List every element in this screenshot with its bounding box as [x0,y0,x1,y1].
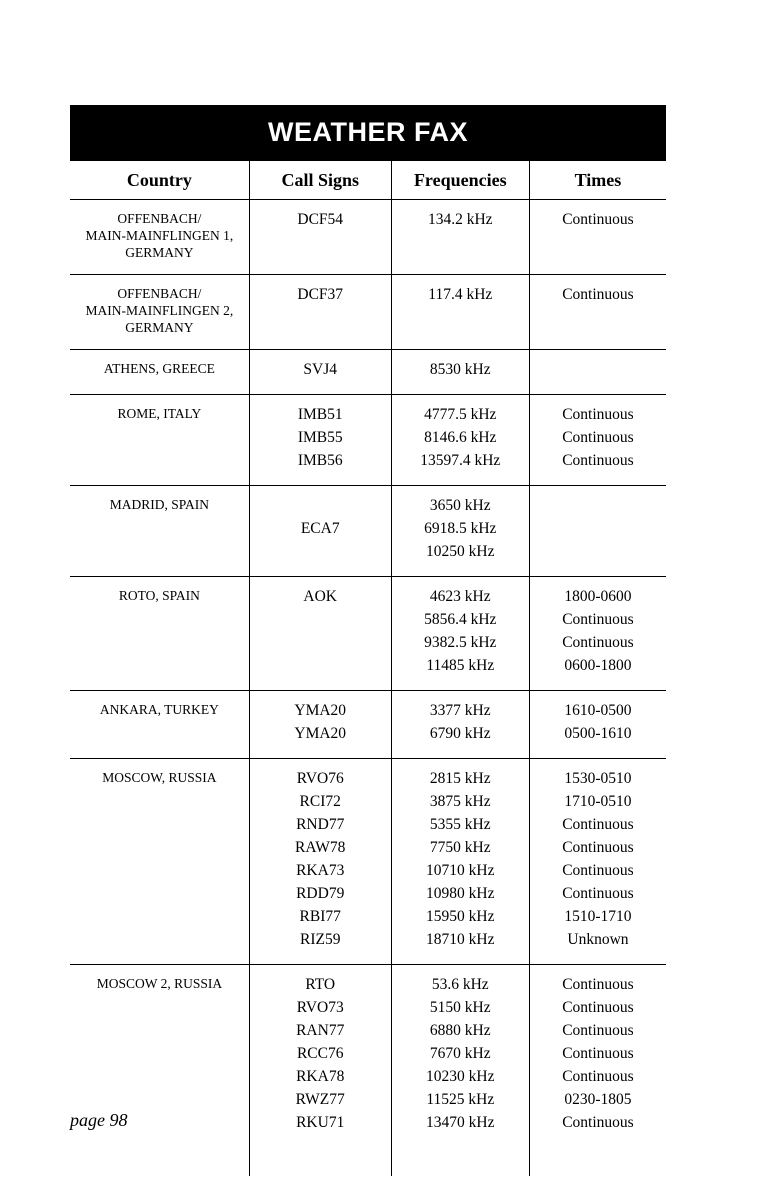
frequency: 53.6 kHz [431,976,489,993]
call-sign: YMA20 [294,702,347,719]
country-line: ROTO, SPAIN [118,588,200,603]
column-header-times: Times [529,161,666,199]
call-sign: ECA7 [300,520,340,537]
times-cell [529,486,666,576]
time: Continuous [562,885,634,902]
call-sign: YMA20 [294,725,347,742]
country-cell [70,350,249,394]
time: Continuous [562,1045,634,1062]
frequencies-cell [391,759,529,964]
frequency: 3650 kHz [429,497,491,514]
call-sign: RBI77 [299,908,341,925]
call-sign [253,608,388,631]
country-cell [70,577,249,690]
times-cell [529,350,666,394]
time: Continuous [562,976,634,993]
table-row [70,350,666,395]
call-sign: RKA78 [296,1068,345,1085]
call-sign: RTO [305,976,336,993]
table-row [70,486,666,577]
time: Continuous [562,999,634,1016]
table-row [70,395,666,486]
frequency: 5150 kHz [429,999,491,1016]
call-sign [253,494,388,517]
frequencies-cell [391,395,529,485]
call-sign: RDD79 [296,885,345,902]
frequency: 15950 kHz [426,908,495,925]
call-sign: SVJ4 [303,361,338,378]
country-line: MAIN-MAINFLINGEN 1, [85,228,234,243]
frequency: 6880 kHz [429,1022,491,1039]
call-sign: IMB51 [297,406,343,423]
time [533,517,663,540]
column-header-country: Country [126,170,192,190]
frequencies-cell [391,691,529,758]
frequencies-cell [391,965,529,1176]
call-signs-cell [249,350,391,394]
call-sign: RAW78 [295,839,346,856]
call-sign: RKU71 [296,1114,345,1131]
time: Continuous [562,816,634,833]
call-sign: RAN77 [296,1022,345,1039]
time: Continuous [562,634,634,651]
frequency: 10250 kHz [426,543,495,560]
frequencies-cell [391,577,529,690]
call-sign: DCF37 [297,286,344,303]
table-row [70,200,666,275]
time: 0230-1805 [564,1091,632,1108]
country-cell [70,965,249,1176]
country-line: OFFENBACH/ [117,211,202,226]
frequency: 6918.5 kHz [424,520,497,537]
table-row [70,275,666,350]
time: 0500-1610 [564,725,632,742]
frequency: 4623 kHz [429,588,491,605]
frequencies-cell [391,350,529,394]
frequency: 117.4 kHz [428,286,493,303]
frequency: 10230 kHz [426,1068,495,1085]
call-signs-cell [249,486,391,576]
table-row [70,691,666,759]
call-sign: RCI72 [299,793,341,810]
country-cell [70,200,249,274]
frequencies-cell [391,275,529,349]
country-cell [70,486,249,576]
frequency: 134.2 kHz [427,211,493,228]
call-signs-cell [249,691,391,758]
frequency: 11525 kHz [426,1091,495,1108]
country-line: MADRID, SPAIN [109,497,210,512]
call-sign [253,654,388,677]
times-cell [529,965,666,1176]
frequency: 13597.4 kHz [420,452,501,469]
time: 1610-0500 [564,702,632,719]
time: 0600-1800 [564,657,632,674]
country-line: ANKARA, TURKEY [99,702,219,717]
country-line: ROME, ITALY [117,406,202,421]
country-line: GERMANY [125,245,194,260]
call-signs-cell [249,275,391,349]
time: 1530-0510 [564,770,632,787]
frequency: 9382.5 kHz [424,634,497,651]
time: 1510-1710 [564,908,632,925]
fax-table-body [70,200,666,1176]
frequency: 4777.5 kHz [424,406,497,423]
call-sign: RWZ77 [295,1091,345,1108]
country-line: GERMANY [125,320,194,335]
frequencies-cell [391,200,529,274]
table-row [70,759,666,965]
time: Continuous [562,1022,634,1039]
call-sign: AOK [303,588,338,605]
time: Continuous [562,452,634,469]
column-header-call-signs: Call Signs [249,161,391,199]
call-signs-cell [249,965,391,1176]
time: Continuous [562,429,634,446]
call-signs-cell [249,395,391,485]
frequency: 11485 kHz [426,657,495,674]
call-sign: IMB56 [297,452,343,469]
call-sign [253,540,388,563]
times-cell [529,395,666,485]
time [533,540,663,563]
frequency: 2815 kHz [429,770,491,787]
time: Continuous [562,839,634,856]
page-number: page 98 [70,1110,128,1130]
call-signs-cell [249,577,391,690]
call-sign: RVO73 [296,999,344,1016]
table-row [70,965,666,1176]
frequency: 3875 kHz [429,793,491,810]
time: 1800-0600 [564,588,632,605]
country-cell [70,395,249,485]
frequency: 18710 kHz [426,931,495,948]
frequency: 7750 kHz [429,839,491,856]
time: Unknown [567,931,629,948]
time: Continuous [562,1068,634,1085]
country-cell [70,759,249,964]
weather-fax-table [70,105,666,1176]
times-cell [529,759,666,964]
call-signs-cell [249,759,391,964]
time [533,358,663,381]
frequency: 8530 kHz [429,361,491,378]
country-line: MAIN-MAINFLINGEN 2, [85,303,234,318]
country-line: MOSCOW, RUSSIA [102,770,217,785]
time: Continuous [562,862,634,879]
frequency: 7670 kHz [429,1045,491,1062]
call-sign: RND77 [296,816,345,833]
country-cell [70,691,249,758]
call-sign: RIZ59 [299,931,341,948]
call-sign: RVO76 [296,770,344,787]
country-line: OFFENBACH/ [117,286,202,301]
table-header-row [70,161,666,200]
time: Continuous [562,611,634,628]
time [533,494,663,517]
column-header-frequencies: Frequencies [391,161,529,199]
time: Continuous [562,406,634,423]
country-line: ATHENS, GREECE [103,361,215,376]
frequency: 10980 kHz [426,885,495,902]
call-signs-cell [249,200,391,274]
frequency: 5856.4 kHz [424,611,497,628]
time: Continuous [562,1114,634,1131]
time: Continuous [562,286,634,303]
frequencies-cell [391,486,529,576]
frequency: 3377 kHz [429,702,491,719]
times-cell [529,577,666,690]
times-cell [529,200,666,274]
times-cell [529,275,666,349]
time: 1710-0510 [564,793,632,810]
table-row [70,577,666,691]
call-sign: IMB55 [297,429,343,446]
frequency: 10710 kHz [426,862,495,879]
call-sign [253,631,388,654]
call-sign: RKA73 [296,862,345,879]
time: Continuous [562,211,634,228]
country-line: MOSCOW 2, RUSSIA [96,976,223,991]
country-cell [70,275,249,349]
table-title: WEATHER FAX [70,105,666,161]
call-sign: RCC76 [296,1045,344,1062]
frequency: 13470 kHz [426,1114,495,1131]
frequency: 8146.6 kHz [424,429,497,446]
call-sign: DCF54 [297,211,344,228]
times-cell [529,691,666,758]
frequency: 5355 kHz [429,816,491,833]
frequency: 6790 kHz [429,725,491,742]
